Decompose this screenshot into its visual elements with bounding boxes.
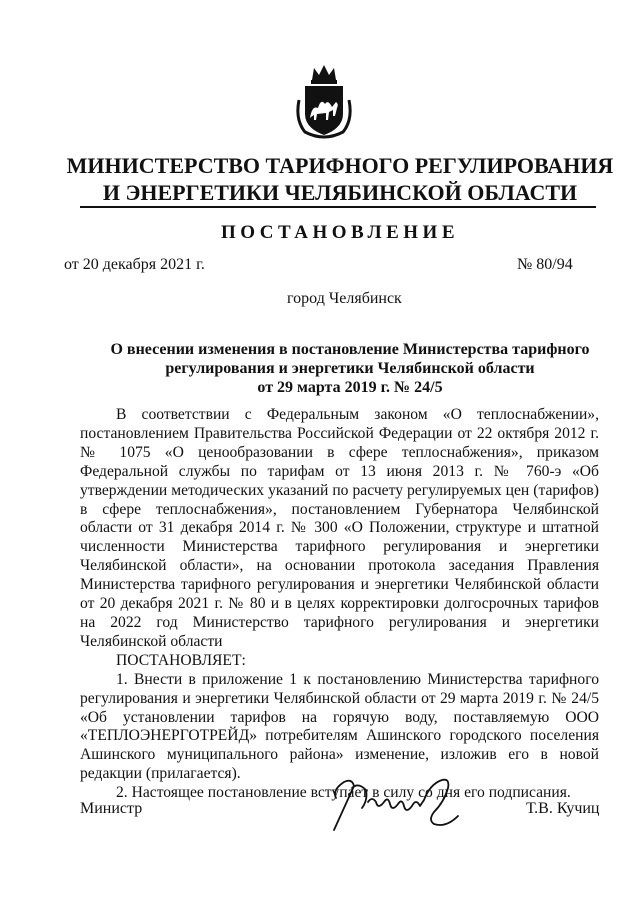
item-1-paragraph: 1. Внести в приложение 1 к постановлению Министерства тарифного регулирования и энергетики Челябинской области от 29 марта 2019 г. № 24/5 «Об установлении тарифов на горячую воду, поставляемую ООО «ТЕПЛОЭНЕРГОТРЕЙД» потребителям Ашинского городского поселения Ашинского муниципального района» изменение, изложив его в новой редакции (прилагается). — [80, 670, 599, 783]
crown-shape — [312, 65, 336, 80]
signer-name: Т.В. Кучиц — [526, 800, 600, 817]
title-line2: регулирования и энергетики Челябинской области — [165, 360, 535, 377]
document-number: № 80/94 — [517, 256, 573, 273]
signer-position: Министр — [80, 800, 143, 817]
title-line1: О внесении изменения в постановление Министерства тарифного — [110, 341, 590, 358]
city: город Челябинск — [287, 290, 402, 307]
item-2-paragraph: 2. Настоящее постановление вступает в силу со дня его подписания. — [116, 784, 571, 802]
coat-of-arms-svg — [293, 60, 355, 140]
signature-stroke — [334, 780, 458, 830]
coat-of-arms-icon — [293, 60, 355, 140]
crown-base — [311, 80, 337, 84]
org-name-line1: МИНИСТЕРСТВО ТАРИФНОГО РЕГУЛИРОВАНИЯ — [66, 153, 614, 178]
preamble-paragraph: В соответствии с Федеральным законом «О теплоснабжении», постановлением Правительства Российской Федерации от 22 октября 2012 г. № 1075 «О ценообразовании в сфере теплоснабжения», приказом Федеральной службы по тарифам от 13 июня 2013 г. № 760-э «Об утверждении методических указаний по расчету регулируемых цен (тарифов) в сфере теплоснабжения», постановлением Губернатора Челябинской области от 31 декабря 2014 г. № 300 «О Положении, структуре и штатной численности Министерства тарифного регулирования и энергетики Челябинской области», на основании протокола заседания Правления Министерства тарифного регулирования и энергетики Челябинской области от 20 декабря 2021 г. № 80 и в целях корректировки долгосрочных тарифов на 2022 год Министерство тарифного регулирования и энергетики Челябинской области — [80, 406, 599, 650]
signature-svg — [322, 768, 472, 838]
header-rule — [80, 206, 596, 208]
title-line3: от 29 марта 2019 г. № 24/5 — [257, 379, 443, 396]
org-name-line2: И ЭНЕРГЕТИКИ ЧЕЛЯБИНСКОЙ ОБЛАСТИ — [102, 180, 578, 205]
handwritten-signature — [322, 768, 472, 838]
document-body — [80, 406, 599, 803]
document-date: от 20 декабря 2021 г. — [64, 256, 205, 273]
document-type: ПОСТАНОВЛЕНИЕ — [220, 222, 460, 243]
resolves-heading: ПОСТАНОВЛЯЕТ: — [116, 651, 246, 669]
